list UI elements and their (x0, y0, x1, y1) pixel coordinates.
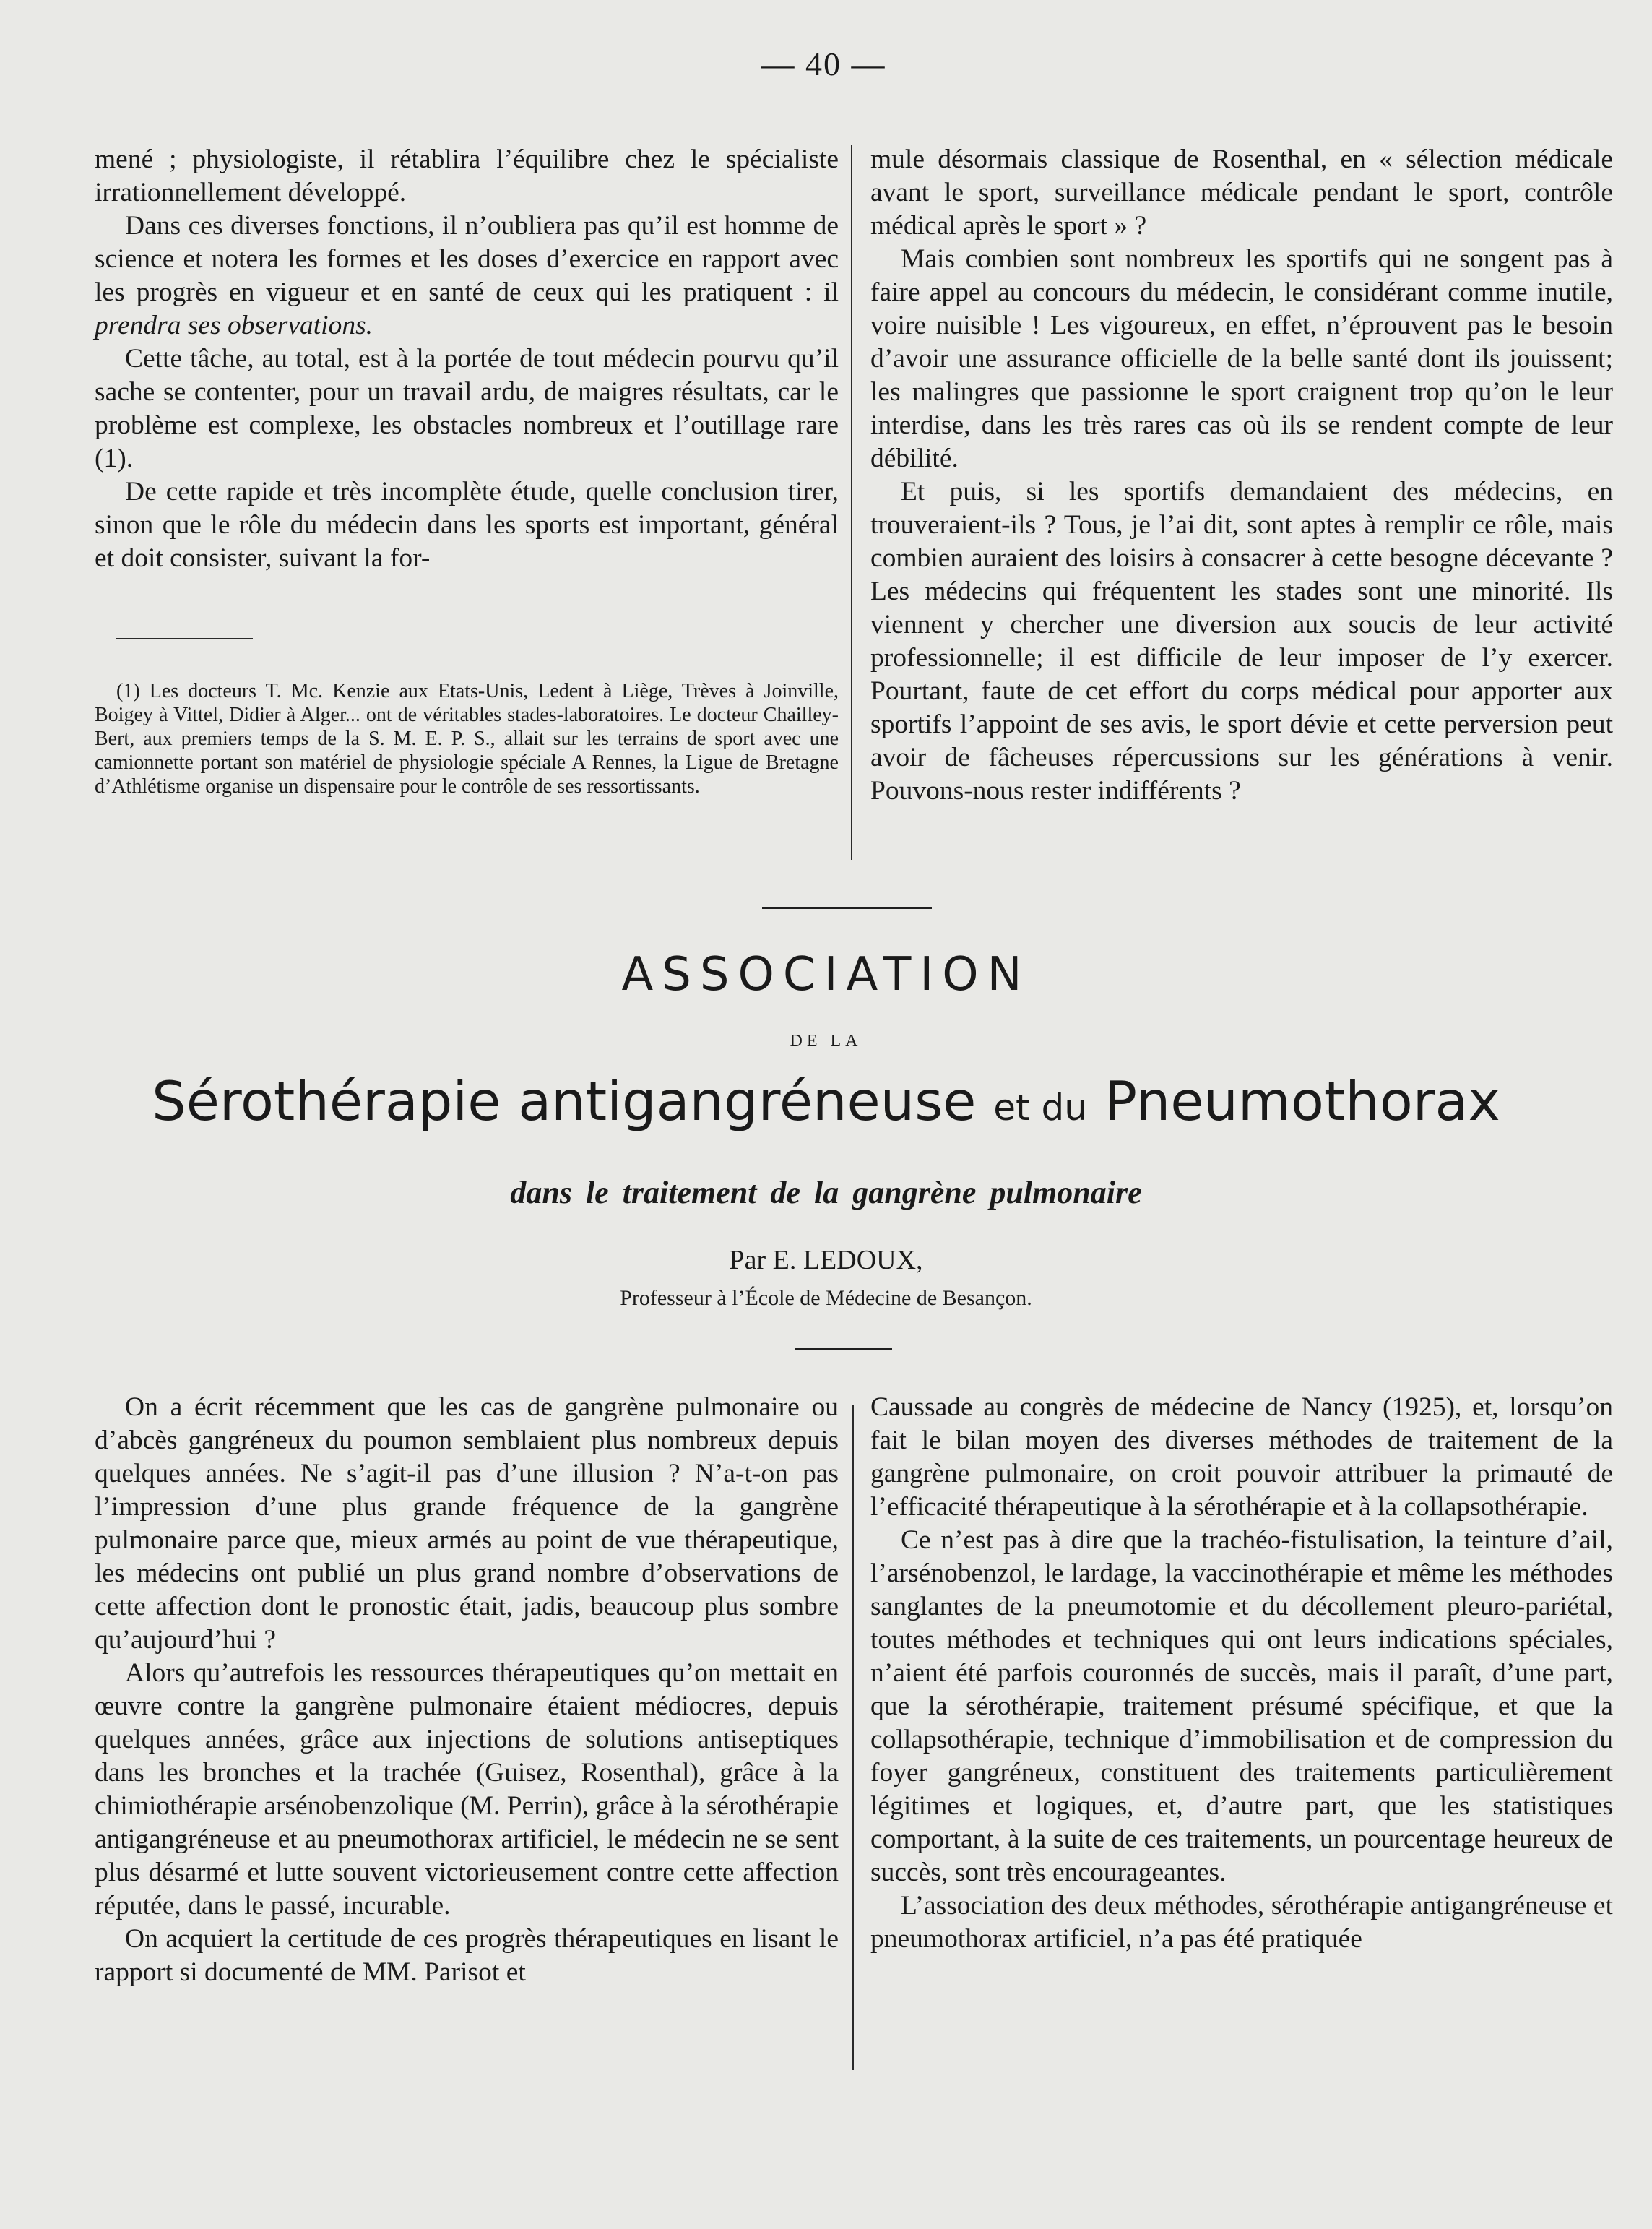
section-rule-top (762, 907, 932, 909)
title-part1: Sérothérapie antigangréneuse (152, 1069, 977, 1133)
article-subtitle: dans le traitement de la gangrène pulmonaire (510, 1175, 1142, 1210)
paragraph: De cette rapide et très incomplète étude, quelle conclusion tirer, sinon que le rôle du médecin dans les sports est important, général et doit consister, suivant la for- (95, 477, 839, 573)
article-title-main (0, 1069, 1652, 1133)
paragraph: mule désormais classique de Rosenthal, en « sélection médicale avant le sport, surveillance médicale pendant le sport, contrôle médical après le sport » ? (870, 145, 1613, 241)
paragraph: Alors qu’autrefois les ressources thérapeutiques qu’on mettait en œuvre contre la gangrène pulmonaire étaient médiocres, depuis quelques années, grâce aux injections de solutions antiseptiques dans les bronches et la trachée (Guisez, Rosenthal), grâce à la chimiothérapie arsénobenzolique (M. Perrin), grâce à la sérothérapie antigangréneuse et au pneumothorax artificiel, le médecin ne se sent plus désarmé et lutte souvent victorieusement contre cette affection réputée, dans le passé, incurable. (95, 1658, 839, 1920)
paragraph: Ce n’est pas à dire que la trachéo-fistulisation, la teinture d’ail, l’arsénobenzol, le lardage, la vaccinothérapie et même les méthodes sanglantes de la pneumotomie et du décollement pleuro-pariétal, toutes méthodes et techniques qui ont leurs indications spéciales, n’aient été parfois couronnés de succès, mais il paraît, d’une part, que la sérothérapie, traitement présumé spécifique, et que la collapsothérapie, technique d’immobilisation et de compression du foyer gangréneux, constituent des traitements particulièrement légitimes et logiques, et, d’autre part, que les statistiques comportant, à la suite de ces traitements, un pourcentage heureux de succès, sont très encourageantes. (870, 1525, 1613, 1887)
paragraph-text: Dans ces diverses fonctions, il n’oubliera pas qu’il est homme de science et notera les formes et les doses d’exercice en rapport avec les progrès en vigueur et en santé de ceux qui les pratiquent : il (95, 211, 839, 307)
column-rule-top (851, 145, 852, 860)
article-byline: Par E. LEDOUX, (729, 1245, 923, 1275)
italic-phrase: prendra ses observations. (95, 311, 373, 340)
title-part2: Pneumothorax (1104, 1069, 1500, 1133)
footnote-text: (1) Les docteurs T. Mc. Kenzie aux Etats-Unis, Ledent à Liège, Trèves à Joinville, Boigey à Vittel, Didier à Alger... ont de véritables stades-laboratoires. Le docteur Chailley-Bert, aux premiers temps de la S. M. E. P. S., allait sur les terrains de sport avec une camionnette portant son matériel de physiologie spéciale A Rennes, la Ligue de Bretagne d’Athlétisme organise un dispensaire pour le contrôle de ses ressortissants. (95, 680, 839, 798)
article-title-line1: ASSOCIATION (621, 948, 1031, 1001)
top-left-column (95, 143, 839, 575)
paragraph: L’association des deux méthodes, sérothérapie antigangréneuse et pneumothorax artificiel, n’a pas été pratiquée (870, 1891, 1613, 1954)
bottom-left-column (95, 1391, 839, 1989)
title-connector: et du (993, 1087, 1087, 1129)
paragraph: On acquiert la certitude de ces progrès thérapeutiques en lisant le rapport si documenté de MM. Parisot et (95, 1924, 839, 1987)
paragraph: mené ; physiologiste, il rétablira l’équilibre chez le spécialiste irrationnellement développé. (95, 145, 839, 207)
article-title-de-la: DE LA (790, 1032, 862, 1051)
bottom-right-column (870, 1391, 1613, 1956)
paragraph: On a écrit récemment que les cas de gangrène pulmonaire ou d’abcès gangréneux du poumon semblaient plus nombreux depuis quelques années. Ne s’agit-il pas d’une illusion ? N’a-t-on pas l’impression d’une plus grande fréquence de la gangrène pulmonaire parce que, mieux armés au point de vue thérapeutique, les médecins ont publié un plus grand nombre d’observations de cette affection dont le pronostic était, jadis, beaucoup plus sombre qu’aujourd’hui ? (95, 1392, 839, 1655)
section-rule-bottom (795, 1348, 892, 1350)
paragraph: Mais combien sont nombreux les sportifs qui ne songent pas à faire appel au concours du médecin, le considérant comme inutile, voire nuisible ! Les vigoureux, en effet, n’éprouvent pas le besoin d’avoir une assurance officielle de la belle santé dont ils jouissent; les malingres que passionne le sport craignent trop qu’on le leur interdise, dans les très rares cas où ils se rendent compte de leur débilité. (870, 244, 1613, 473)
column-rule-bottom (852, 1405, 854, 2070)
paragraph: Cette tâche, au total, est à la portée de tout médecin pourvu qu’il sache se contenter, pour un travail ardu, de maigres résultats, car le problème est complexe, les obstacles nombreux et l’outillage rare (1). (95, 344, 839, 473)
footnote (95, 679, 839, 798)
paragraph: Caussade au congrès de médecine de Nancy (1925), et, lorsqu’on fait le bilan moyen des diverses méthodes de traitement de la gangrène pulmonaire, on croit pouvoir attribuer la primauté de l’efficacité thérapeutique à la sérothérapie et à la collapsothérapie. (870, 1392, 1613, 1522)
top-right-column (870, 143, 1613, 808)
footnote-rule (116, 638, 253, 639)
page-number: — 40 — (761, 46, 886, 82)
paragraph: Et puis, si les sportifs demandaient des médecins, en trouveraient-ils ? Tous, je l’ai dit, sont aptes à remplir ce rôle, mais combien auraient des loisirs à consacrer à cette besogne décevante ? Les médecins qui fréquentent les stades sont une minorité. Ils viennent y chercher une diversion aux soucis de leur activité professionnelle; il est difficile de leur imposer de l’y exercer. Pourtant, faute de cet effort du corps médical pour apporter aux sportifs l’appoint de ses avis, le sport dévie et cette perversion peut avoir de fâcheuses répercussions sur les générations à venir. Pouvons-nous rester indifférents ? (870, 477, 1613, 806)
paragraph (95, 210, 839, 342)
author-affiliation: Professeur à l’École de Médecine de Besançon. (620, 1286, 1032, 1310)
